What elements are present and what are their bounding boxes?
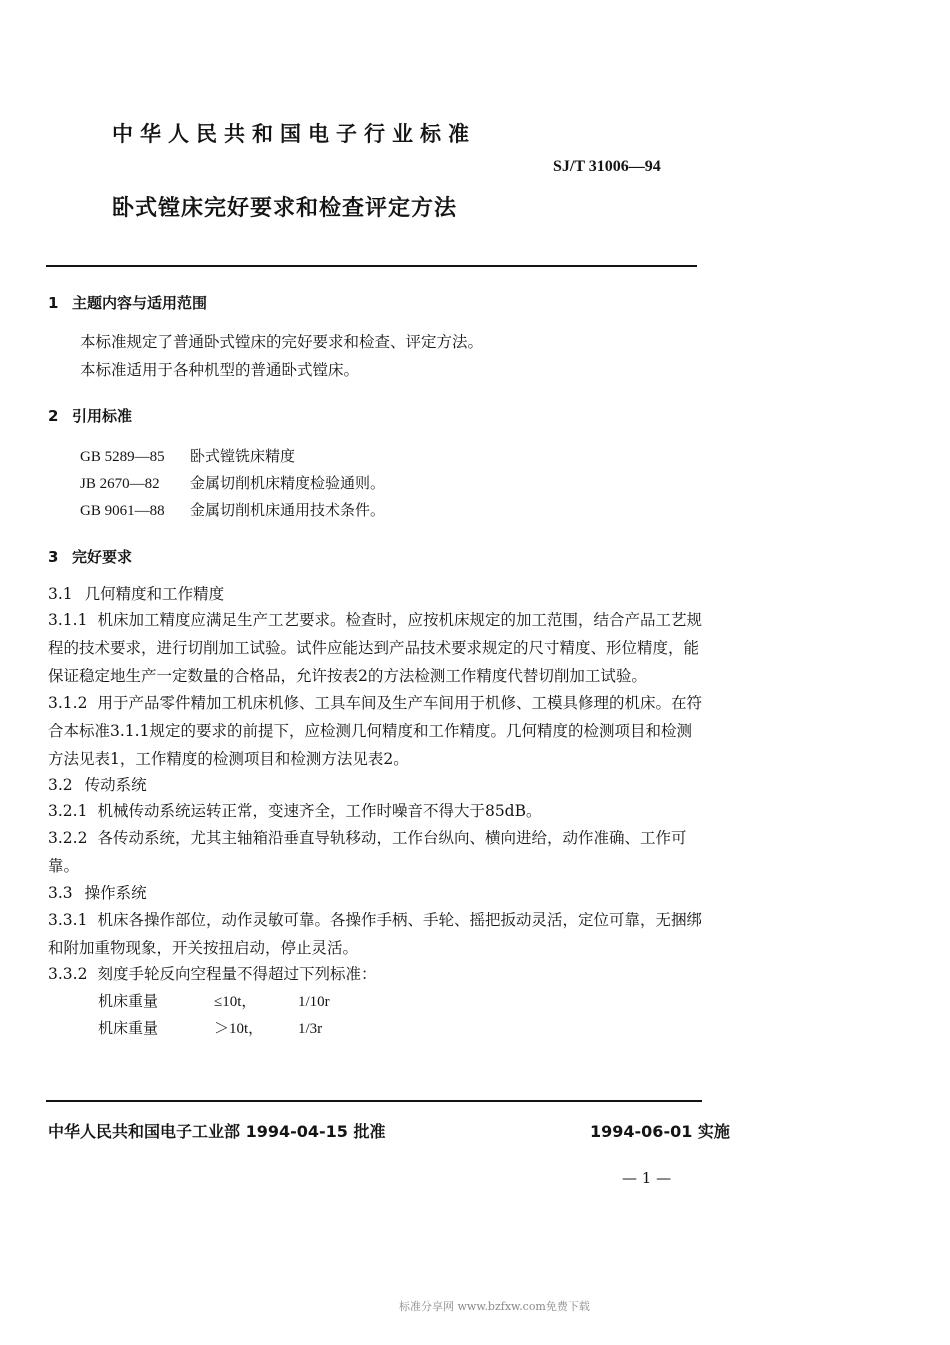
clause-text: 刻度手轮反向空程量不得超过下列标准： — [97, 965, 377, 983]
clause-number: 3.1.2 — [48, 694, 88, 712]
clause-title: 几何精度和工作精度 — [84, 585, 225, 603]
issuer-heading: 中华人民共和国电子行业标准 — [112, 122, 476, 146]
row-condition: ＞10t， — [214, 1021, 264, 1037]
subsection-3-3-heading — [48, 879, 147, 907]
clause-3-1-2 — [48, 689, 704, 773]
clause-3-2-2 — [48, 824, 704, 880]
clause-title: 传动系统 — [84, 776, 147, 794]
row-value: 1/3r — [298, 1021, 323, 1037]
clause-number: 3.2.1 — [48, 802, 88, 820]
standard-code: SJ/T 31006—94 — [553, 158, 661, 175]
clause-number: 3.3.2 — [48, 965, 88, 983]
row-label: 机床重量 — [98, 1019, 159, 1037]
clause-number: 3.2 — [48, 776, 73, 794]
clause-3-2-1 — [48, 797, 704, 825]
clause-3-3-2 — [48, 960, 376, 988]
clause-text: 用于产品零件精加工机床机修、工具车间及生产车间用于机修、工模具修理的机床。在符合本标准3.1.1规定的要求的前提下，应检测几何精度和工作精度。几何精度的检测项目和检测方法见表1，工作精度的检测项目和检测方法见表2。 — [48, 694, 702, 768]
paragraph: 本标准规定了普通卧式镗床的完好要求和检查、评定方法。 — [80, 333, 484, 351]
clause-number: 3.3 — [48, 884, 73, 902]
section-1-heading — [48, 292, 207, 313]
watermark: 标准分享网 www.bzfxw.com免费下载 — [399, 1300, 590, 1313]
subsection-3-1-heading — [48, 580, 224, 608]
approval-line: 中华人民共和国电子工业部 1994-04-15 批准 — [48, 1122, 386, 1141]
reference-item — [80, 499, 385, 520]
reference-id: GB 9061—88 — [80, 503, 165, 519]
row-condition: ≤10t， — [214, 994, 257, 1010]
clause-3-1-1 — [48, 606, 704, 690]
header-rule — [46, 265, 697, 267]
reference-name: 金属切削机床精度检验通则。 — [190, 474, 386, 492]
backlash-row — [98, 990, 330, 1011]
reference-id: GB 5289—85 — [80, 449, 165, 465]
backlash-row — [98, 1017, 322, 1038]
reference-name: 卧式镗铣床精度 — [190, 447, 296, 465]
section-title: 引用标准 — [72, 407, 133, 425]
clause-text: 各传动系统，尤其主轴箱沿垂直导轨移动，工作台纵向、横向进给，动作准确、工作可靠。 — [48, 829, 687, 875]
subsection-3-2-heading — [48, 771, 147, 799]
clause-text: 机床加工精度应满足生产工艺要求。检查时，应按机床规定的加工范围，结合产品工艺规程的技术要求，进行切削加工试验。试件应能达到产品技术要求规定的尺寸精度、形位精度，能保证稳定地生产一定数量的合格品，允许按表2的方法检测工作精度代替切削加工试验。 — [48, 611, 702, 685]
paragraph: 本标准适用于各种机型的普通卧式镗床。 — [80, 361, 360, 379]
section-number: 2 — [48, 407, 59, 425]
document-title: 卧式镗床完好要求和检查评定方法 — [112, 196, 458, 221]
reference-item — [80, 472, 385, 493]
section-number: 1 — [48, 294, 59, 312]
clause-title: 操作系统 — [84, 884, 147, 902]
clause-text: 机床各操作部位，动作灵敏可靠。各操作手柄、手轮、摇把扳动灵活，定位可靠，无捆绑和附加重物现象，开关按扭启动，停止灵活。 — [48, 911, 702, 957]
row-label: 机床重量 — [98, 992, 159, 1010]
section-2-heading — [48, 405, 132, 426]
clause-3-3-1 — [48, 906, 704, 962]
section-title: 完好要求 — [72, 548, 133, 566]
section-number: 3 — [48, 548, 59, 566]
clause-number: 3.1 — [48, 585, 73, 603]
footer-rule — [46, 1100, 702, 1102]
section-title: 主题内容与适用范围 — [72, 294, 208, 312]
reference-id: JB 2670—82 — [80, 476, 160, 492]
clause-number: 3.3.1 — [48, 911, 88, 929]
row-value: 1/10r — [298, 994, 330, 1010]
page-number: — 1 — — [622, 1169, 672, 1187]
clause-number: 3.2.2 — [48, 829, 88, 847]
section-3-heading — [48, 546, 132, 567]
reference-name: 金属切削机床通用技术条件。 — [190, 501, 386, 519]
clause-number: 3.1.1 — [48, 611, 88, 629]
clause-text: 机械传动系统运转正常，变速齐全，工作时噪音不得大于85dB。 — [97, 802, 542, 820]
effective-date: 1994-06-01 实施 — [590, 1122, 730, 1141]
reference-item — [80, 445, 295, 466]
